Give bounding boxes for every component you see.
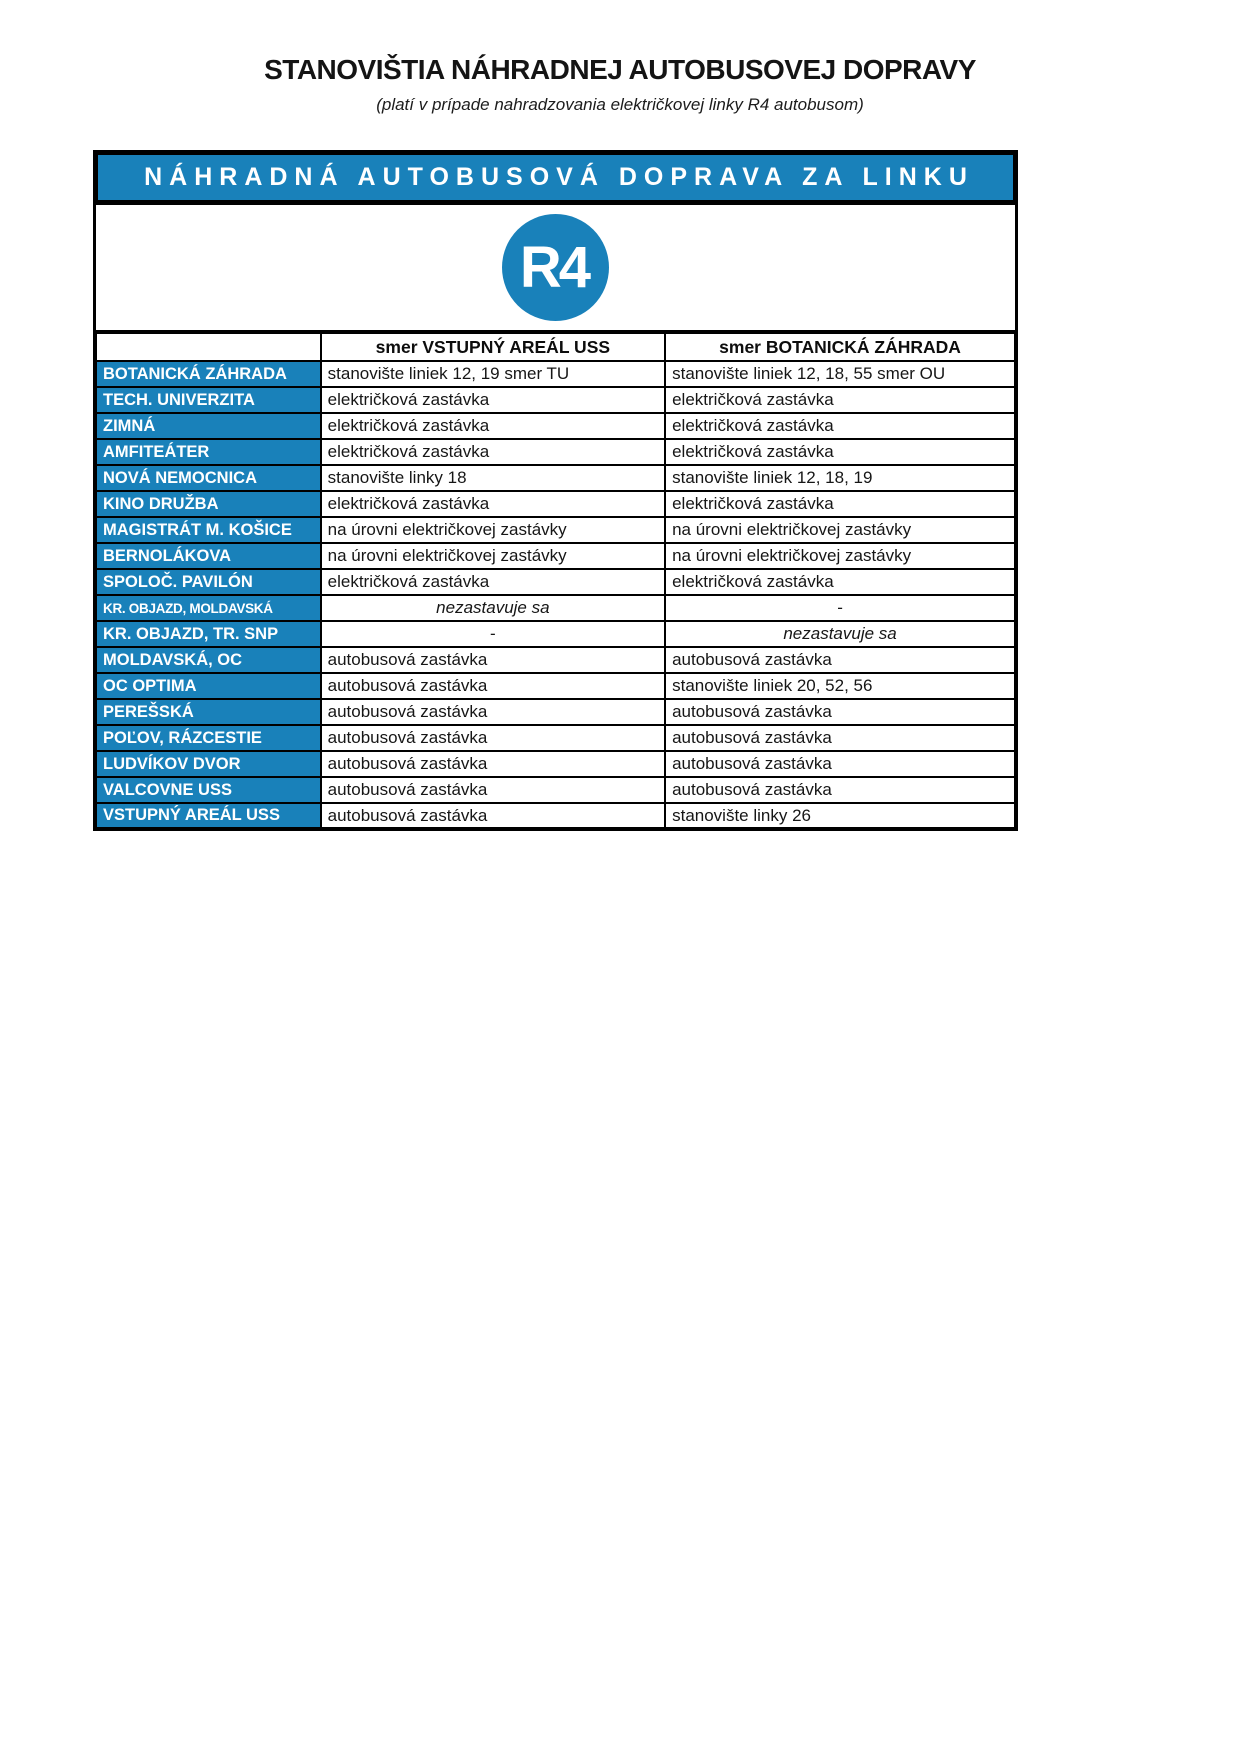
page-title: STANOVIŠTIA NÁHRADNEJ AUTOBUSOVEJ DOPRAVY bbox=[264, 54, 976, 85]
table-row bbox=[95, 803, 1016, 829]
table-row bbox=[95, 465, 1016, 491]
direction-2-cell: na úrovni električkovej zastávky bbox=[665, 517, 1016, 543]
direction-2-cell: autobusová zastávka bbox=[665, 647, 1016, 673]
direction-2-cell: - bbox=[665, 595, 1016, 621]
table-row bbox=[95, 621, 1016, 647]
direction-2-cell: električková zastávka bbox=[665, 413, 1016, 439]
table-row bbox=[95, 751, 1016, 777]
table-row bbox=[95, 595, 1016, 621]
direction-1-cell: na úrovni električkovej zastávky bbox=[321, 543, 665, 569]
direction-2-cell: električková zastávka bbox=[665, 439, 1016, 465]
station-name-cell: VSTUPNÝ AREÁL USS bbox=[95, 803, 321, 829]
station-name-cell: KR. OBJAZD, MOLDAVSKÁ bbox=[95, 595, 321, 621]
direction-2-cell: stanovište liniek 20, 52, 56 bbox=[665, 673, 1016, 699]
station-name-cell: KINO DRUŽBA bbox=[95, 491, 321, 517]
station-name-cell: MAGISTRÁT M. KOŠICE bbox=[95, 517, 321, 543]
table-row bbox=[95, 725, 1016, 751]
station-name-cell: NOVÁ NEMOCNICA bbox=[95, 465, 321, 491]
direction-1-cell: električková zastávka bbox=[321, 491, 665, 517]
table-row bbox=[95, 569, 1016, 595]
direction-1-cell: električková zastávka bbox=[321, 439, 665, 465]
station-name-cell: SPOLOČ. PAVILÓN bbox=[95, 569, 321, 595]
table-row bbox=[95, 543, 1016, 569]
stops-table bbox=[93, 330, 1018, 831]
direction-1-cell: autobusová zastávka bbox=[321, 647, 665, 673]
table-row bbox=[95, 673, 1016, 699]
station-name-cell: PEREŠSKÁ bbox=[95, 699, 321, 725]
banner bbox=[93, 150, 1018, 205]
table-row bbox=[95, 647, 1016, 673]
direction-2-cell: stanovište linky 26 bbox=[665, 803, 1016, 829]
banner-text: NÁHRADNÁ AUTOBUSOVÁ DOPRAVA ZA LINKU bbox=[144, 163, 974, 191]
logo-section bbox=[93, 205, 1018, 330]
direction-2-cell: autobusová zastávka bbox=[665, 699, 1016, 725]
direction-2-cell: električková zastávka bbox=[665, 491, 1016, 517]
notice-frame bbox=[93, 150, 1018, 831]
direction-1-cell: autobusová zastávka bbox=[321, 751, 665, 777]
table-row bbox=[95, 413, 1016, 439]
station-name-cell: ZIMNÁ bbox=[95, 413, 321, 439]
table-body bbox=[95, 361, 1016, 829]
table-row bbox=[95, 517, 1016, 543]
table-row bbox=[95, 491, 1016, 517]
table-header-row bbox=[95, 332, 1016, 361]
page-subtitle: (platí v prípade nahradzovania električkovej linky R4 autobusom) bbox=[376, 95, 864, 114]
direction-1-cell: autobusová zastávka bbox=[321, 803, 665, 829]
direction-1-cell: - bbox=[321, 621, 665, 647]
direction-1-cell: električková zastávka bbox=[321, 569, 665, 595]
direction-1-cell: na úrovni električkovej zastávky bbox=[321, 517, 665, 543]
station-name-cell: VALCOVNE USS bbox=[95, 777, 321, 803]
station-name-cell: LUDVÍKOV DVOR bbox=[95, 751, 321, 777]
header-empty-cell bbox=[95, 332, 321, 361]
direction-1-cell: električková zastávka bbox=[321, 413, 665, 439]
station-name-cell: OC OPTIMA bbox=[95, 673, 321, 699]
direction-2-cell: električková zastávka bbox=[665, 569, 1016, 595]
header-direction-2: smer BOTANICKÁ ZÁHRADA bbox=[665, 332, 1016, 361]
direction-1-cell: električková zastávka bbox=[321, 387, 665, 413]
direction-1-cell: autobusová zastávka bbox=[321, 673, 665, 699]
table-row bbox=[95, 361, 1016, 387]
direction-2-cell: električková zastávka bbox=[665, 387, 1016, 413]
direction-2-cell: stanovište liniek 12, 18, 19 bbox=[665, 465, 1016, 491]
direction-2-cell: na úrovni električkovej zastávky bbox=[665, 543, 1016, 569]
direction-2-cell: autobusová zastávka bbox=[665, 751, 1016, 777]
table-row bbox=[95, 439, 1016, 465]
direction-1-cell: stanovište linky 18 bbox=[321, 465, 665, 491]
station-name-cell: BERNOLÁKOVA bbox=[95, 543, 321, 569]
station-name-cell: TECH. UNIVERZITA bbox=[95, 387, 321, 413]
direction-1-cell: autobusová zastávka bbox=[321, 725, 665, 751]
table-row bbox=[95, 699, 1016, 725]
station-name-cell: MOLDAVSKÁ, OC bbox=[95, 647, 321, 673]
direction-1-cell: autobusová zastávka bbox=[321, 777, 665, 803]
line-r4-logo-icon bbox=[502, 214, 609, 321]
header-direction-1: smer VSTUPNÝ AREÁL USS bbox=[321, 332, 665, 361]
line-r4-label: R4 bbox=[519, 235, 589, 300]
table-row bbox=[95, 387, 1016, 413]
direction-1-cell: autobusová zastávka bbox=[321, 699, 665, 725]
table-row bbox=[95, 777, 1016, 803]
direction-1-cell: nezastavuje sa bbox=[321, 595, 665, 621]
direction-2-cell: nezastavuje sa bbox=[665, 621, 1016, 647]
station-name-cell: KR. OBJAZD, TR. SNP bbox=[95, 621, 321, 647]
station-name-cell: AMFITEÁTER bbox=[95, 439, 321, 465]
direction-2-cell: autobusová zastávka bbox=[665, 725, 1016, 751]
direction-2-cell: stanovište liniek 12, 18, 55 smer OU bbox=[665, 361, 1016, 387]
station-name-cell: POĽOV, RÁZCESTIE bbox=[95, 725, 321, 751]
station-name-cell: BOTANICKÁ ZÁHRADA bbox=[95, 361, 321, 387]
direction-1-cell: stanovište liniek 12, 19 smer TU bbox=[321, 361, 665, 387]
direction-2-cell: autobusová zastávka bbox=[665, 777, 1016, 803]
